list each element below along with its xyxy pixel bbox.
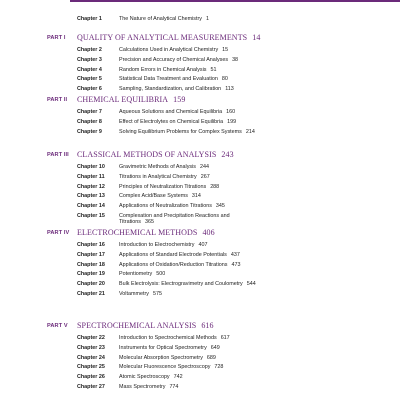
- chapter-page: 244: [200, 164, 209, 170]
- chapter-title: Atomic Spectroscopy 742: [119, 374, 183, 381]
- part-label: PART III: [47, 152, 69, 158]
- chapter-page: 267: [200, 173, 210, 180]
- chapter-page: 1: [206, 16, 209, 22]
- chapter-title: Aqueous Solutions and Chemical Equilibria 160: [119, 109, 236, 115]
- part-section: [0, 33, 400, 96]
- chapter-label: Chapter 10: [77, 164, 105, 170]
- chapter-label: Chapter 14: [77, 203, 105, 210]
- chapter-label: Chapter 20: [77, 281, 105, 288]
- chapter-list: [0, 164, 400, 225]
- chapter-label: Chapter 11: [77, 173, 105, 180]
- chapter-title: Instruments for Optical Spectrometry 649: [119, 344, 220, 351]
- chapter-row[interactable]: [0, 374, 400, 380]
- chapter-label: Chapter 2: [77, 47, 102, 53]
- chapter-page: 80: [221, 76, 228, 83]
- chapter-label: Chapter 3: [77, 56, 102, 63]
- chapter-list: [0, 335, 400, 390]
- chapter-page: 407: [198, 242, 208, 248]
- chapter-title: Voltammetry 575: [119, 290, 162, 297]
- chapter-page: 345: [215, 203, 225, 210]
- chapter-title: Potentiometry 500: [119, 271, 166, 278]
- chapter-label: Chapter 22: [77, 335, 105, 341]
- chapter-row[interactable]: [0, 252, 400, 258]
- chapter-row[interactable]: [0, 384, 400, 390]
- chapter-row[interactable]: [0, 355, 400, 361]
- chapter-page: 51: [210, 66, 217, 73]
- chapter-page: 544: [246, 281, 256, 288]
- chapter-page: 649: [210, 344, 220, 351]
- chapter-row[interactable]: [0, 242, 400, 248]
- chapter-title: Applications of Standard Electrode Potentials 437: [119, 251, 240, 258]
- chapter-title: Complexation and Precipitation Reactions and Titrations 365: [119, 212, 230, 226]
- part-title: ELECTROCHEMICAL METHODS 406: [77, 228, 215, 237]
- chapter-page: 774: [169, 383, 179, 390]
- chapter-title: Titrations in Analytical Chemistry 267: [119, 173, 210, 180]
- part-label: PART IV: [47, 230, 70, 236]
- chapter-list: [0, 242, 400, 297]
- part-heading[interactable]: [0, 150, 400, 162]
- chapter-title: Introduction to Electrochemistry 407: [119, 242, 208, 248]
- chapter-row[interactable]: [0, 76, 400, 82]
- part-section: [0, 95, 400, 138]
- chapter-label: Chapter 15: [77, 212, 105, 219]
- chapter-row[interactable]: [0, 335, 400, 341]
- chapter-label: Chapter 18: [77, 261, 105, 268]
- chapter-row[interactable]: [0, 47, 400, 53]
- chapter-page: 214: [245, 128, 255, 135]
- chapter-title: Principles of Neutralization Titrations 288: [119, 183, 220, 190]
- chapter-title: Molecular Absorption Spectrometry 689: [119, 354, 216, 361]
- chapter-row[interactable]: [0, 291, 400, 297]
- part-page: 616: [201, 321, 214, 330]
- chapter-page: 113: [225, 86, 234, 93]
- chapter-list: [0, 109, 400, 135]
- part-section: [0, 321, 400, 394]
- chapter-title: Statistical Data Treatment and Evaluation 80: [119, 76, 228, 83]
- part-page: 159: [173, 95, 186, 104]
- chapter-page: 575: [152, 290, 162, 297]
- chapter-label: Chapter 6: [77, 86, 102, 93]
- chapter-label: Chapter 9: [77, 128, 102, 135]
- chapter-title: Mass Spectrometry 774: [119, 383, 179, 390]
- part-title: CLASSICAL METHODS OF ANALYSIS 243: [77, 150, 234, 159]
- intro-chapter: [77, 16, 259, 26]
- chapter-row[interactable]: [0, 262, 400, 268]
- chapter-row[interactable]: [0, 109, 400, 115]
- part-heading[interactable]: [0, 321, 400, 333]
- chapter-title: Precision and Accuracy of Chemical Analyses 38: [119, 56, 239, 63]
- chapter-row[interactable]: [0, 57, 400, 63]
- chapter-row[interactable]: [0, 213, 400, 225]
- chapter-row[interactable]: [0, 67, 400, 73]
- chapter-row[interactable]: [0, 119, 400, 125]
- chapter-title: Applications of Oxidation/Reduction Titrations 473: [119, 261, 241, 268]
- chapter-label: Chapter 17: [77, 251, 105, 258]
- part-title: QUALITY OF ANALYTICAL MEASUREMENTS 14: [77, 33, 261, 42]
- chapter-row[interactable]: [0, 174, 400, 180]
- chapter-page: 742: [173, 374, 183, 381]
- chapter-page: 437: [230, 251, 240, 258]
- chapter-page: 38: [232, 56, 239, 63]
- chapter-title: Solving Equilibrium Problems for Complex Systems 214: [119, 128, 255, 135]
- chapter-label: Chapter 1: [77, 16, 102, 22]
- chapter-label: Chapter 8: [77, 118, 102, 125]
- chapter-label: Chapter 27: [77, 383, 105, 390]
- part-section: [0, 228, 400, 301]
- part-label: PART II: [47, 97, 68, 103]
- part-page: 406: [202, 228, 215, 237]
- chapter-title: The Nature of Analytical Chemistry 1: [119, 16, 209, 22]
- part-section: [0, 150, 400, 229]
- chapter-title: Introduction to Spectrochemical Methods 617: [119, 335, 230, 341]
- chapter-page: 199: [227, 118, 237, 125]
- chapter-label: Chapter 12: [77, 183, 105, 190]
- chapter-page: 160: [226, 109, 236, 115]
- chapter-row[interactable]: [0, 271, 400, 277]
- chapter-label: Chapter 23: [77, 344, 105, 351]
- chapter-page: 728: [214, 364, 224, 371]
- chapter-label: Chapter 26: [77, 374, 105, 381]
- chapter-title: Calculations Used in Analytical Chemistry 15: [119, 47, 229, 53]
- chapter-label: Chapter 21: [77, 290, 105, 297]
- chapter-label: Chapter 4: [77, 66, 102, 73]
- part-label: PART I: [47, 35, 66, 41]
- part-heading[interactable]: [0, 228, 400, 240]
- part-page: 243: [221, 150, 234, 159]
- part-page: 14: [252, 33, 261, 42]
- chapter-title: Gravimetric Methods of Analysis 244: [119, 164, 209, 170]
- chapter-page: 365: [144, 219, 154, 226]
- chapter-page: 473: [231, 261, 241, 268]
- chapter-label: Chapter 24: [77, 354, 105, 361]
- chapter-page: 15: [222, 47, 229, 53]
- chapter-title: Effect of Electrolytes on Chemical Equilibria 199: [119, 118, 237, 125]
- header-rule: [70, 0, 400, 2]
- chapter-title: Random Errors in Chemical Analysis 51: [119, 66, 217, 73]
- chapter-row[interactable]: [0, 281, 400, 287]
- chapter-label: Chapter 16: [77, 242, 105, 248]
- chapter-label: Chapter 13: [77, 193, 105, 200]
- chapter-label: Chapter 19: [77, 271, 105, 278]
- chapter-row[interactable]: [0, 193, 400, 199]
- chapter-list: [0, 47, 400, 92]
- part-heading[interactable]: [0, 95, 400, 107]
- chapter-page: 689: [206, 354, 216, 361]
- chapter-page: 288: [210, 183, 220, 190]
- part-title: SPECTROCHEMICAL ANALYSIS 616: [77, 321, 214, 330]
- chapter-row[interactable]: [0, 184, 400, 190]
- part-title: CHEMICAL EQUILIBRIA 159: [77, 95, 186, 104]
- chapter-page: 617: [220, 335, 230, 341]
- chapter-title: Sampling, Standardization, and Calibration 113: [119, 86, 234, 93]
- chapter-label: Chapter 7: [77, 109, 102, 115]
- chapter-label: Chapter 5: [77, 76, 102, 83]
- part-heading[interactable]: [0, 33, 400, 45]
- chapter-title: Applications of Neutralization Titrations 345: [119, 203, 225, 210]
- chapter-page: 500: [156, 271, 166, 278]
- chapter-title: Molecular Fluorescence Spectroscopy 728: [119, 364, 224, 371]
- chapter-row[interactable]: [0, 345, 400, 351]
- chapter-row[interactable]: [0, 203, 400, 209]
- chapter-row[interactable]: [0, 86, 400, 92]
- chapter-row[interactable]: [0, 129, 400, 135]
- part-label: PART V: [47, 323, 68, 329]
- chapter-title: Bulk Electrolysis: Electrogravimetry and Coulometry 544: [119, 281, 256, 288]
- chapter-row[interactable]: [0, 164, 400, 170]
- chapter-label: Chapter 25: [77, 364, 105, 371]
- chapter-row[interactable]: [0, 364, 400, 370]
- chapter-page: 314: [191, 193, 201, 200]
- chapter-title: Complex Acid/Base Systems 314: [119, 193, 201, 200]
- chapter-row[interactable]: [77, 16, 259, 22]
